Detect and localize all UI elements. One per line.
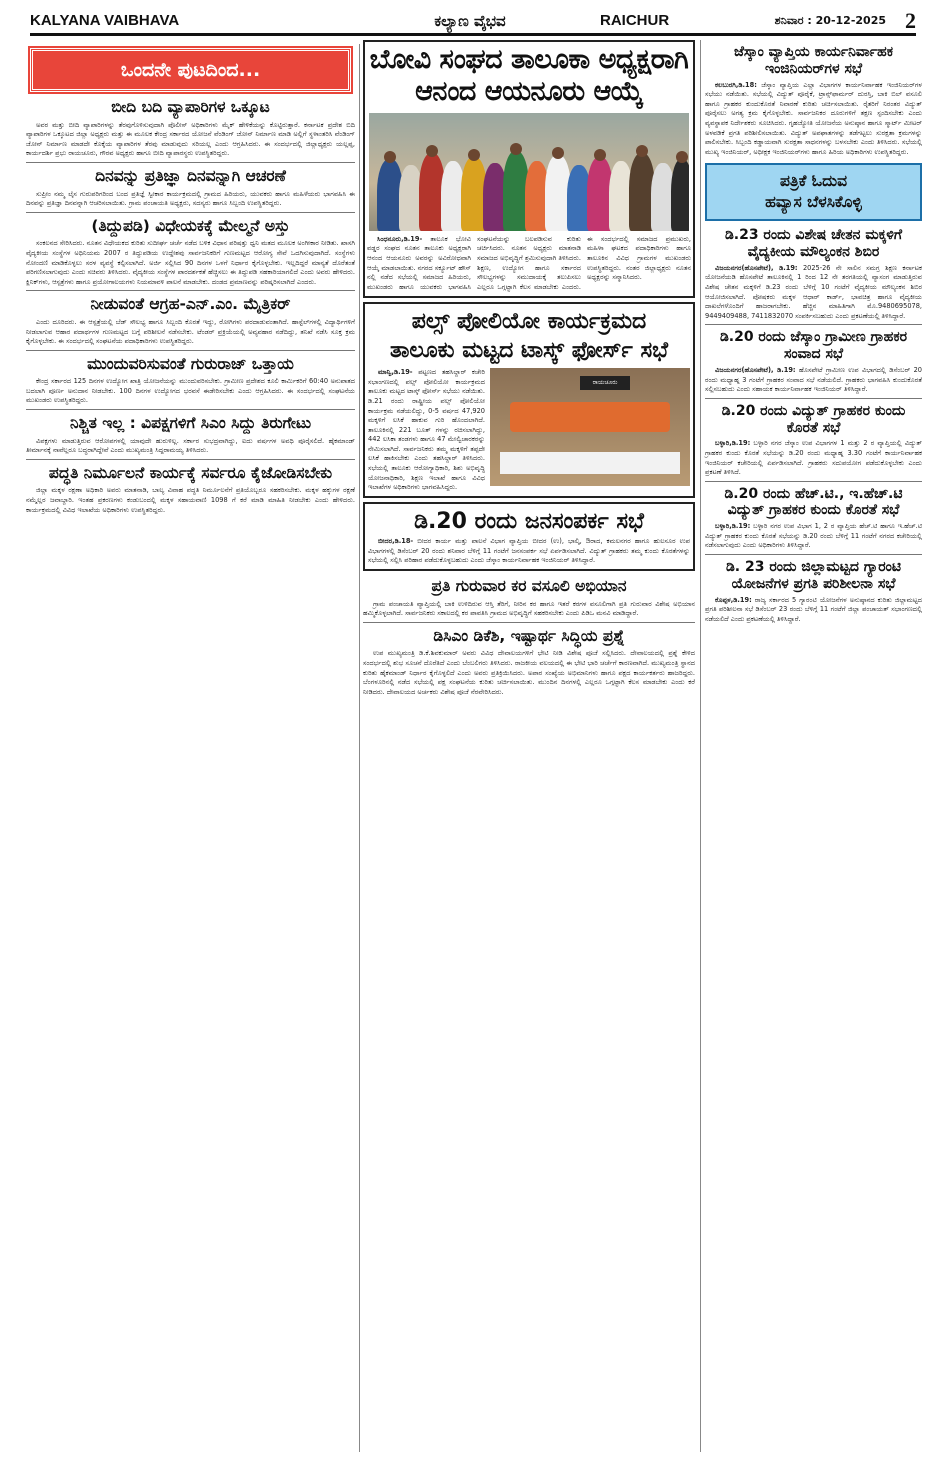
dateline: ಮಾನ್ವಿ,ಡಿ.19- [378,368,413,377]
divider [705,554,922,555]
article-body: ಸಂಕಲನದ ಸೇರಿಸಿದರು. ನೂತನ ವಿಧೇಯಕದ ಕುರಿತು ಸುದೀರ್ಘ ಚರ್ಚೆ ನಡೆದ ಬಳಿಕ ವಿಧಾನ ಪರಿಷತ್ತು ಧ್ವನಿ ಮತದ ಮೂಲಕ ಅಂಗೀಕಾರ ನೀಡಿತು. ಖಾಸಗಿ ವೈದ್ಯಕೀಯ ಸಂಸ್ಥೆಗಳ ಅಧಿನಿಯಮ 2007 ರ ತಿದ್ದುಪಡಿಯ ಉದ್ದೇಶವು ಸಾರ್ವಜನಿಕರಿಗೆ ಗುಣಮಟ್ಟದ ಆರೋಗ್ಯ ಸೇವೆ ಒದಗಿಸುವುದಾಗಿದೆ. ಸಂಸ್ಥೆಗಳು ನೋಂದಣಿ ಮಾಡಿಕೊಳ್ಳಲು ಸರಳ ವ್ಯವಸ್ಥೆ ಕಲ್ಪಿಸಲಾಗಿದೆ. ಅರ್ಜಿ ಸಲ್ಲಿಸಿದ 90 ದಿನಗಳ ಒಳಗೆ ನಿರ್ಧಾರ ಕೈಗೊಳ್ಳಬೇಕು. ಇಲ್ಲದಿದ್ದರೆ ಮಾನ್ಯತೆ ದೊರೆತಂತೆ ಪರಿಗಣಿಸಲಾಗುವುದು ಎಂದು ಸಚಿವರು ತಿಳಿಸಿದರು. ವೈದ್ಯಕೀಯ ಸಂಸ್ಥೆಗಳ ಪಾರದರ್ಶಕತೆ ಹೆಚ್ಚಿಸಲು ಈ ತಿದ್ದುಪಡಿ ಸಹಕಾರಿಯಾಗಲಿದೆ ಎಂದು ಅವರು ಹೇಳಿದರು. ಕ್ಲಿನಿಕ್‌ಗಳು, ಆಸ್ಪತ್ರೆಗಳು ಹಾಗೂ ಪ್ರಯೋಗಾಲಯಗಳು ನಿಯಮಾವಳಿ ಪಾಲನೆ ಮಾಡಬೇಕು. ದಂಡದ ಪ್ರಮಾಣವನ್ನು ಪರಿಷ್ಕರಿಸಲಾಗಿದೆ ಎಂದರು. [26,239,355,286]
divider [26,162,355,163]
divider [705,324,922,325]
tax-body: ಗ್ರಾಮ ಪಂಚಾಯತಿ ವ್ಯಾಪ್ತಿಯಲ್ಲಿ ಬಾಕಿ ಉಳಿದಿರುವ ಆಸ್ತಿ ತೆರಿಗೆ, ನೀರಿನ ಕರ ಹಾಗೂ ಇತರೆ ಕರಗಳ ವಸೂಲಿಗಾಗಿ ಪ್ರತಿ ಗುರುವಾರ ವಿಶೇಷ ಅಭಿಯಾನ ಹಮ್ಮಿಕೊಳ್ಳಲಾಗಿದೆ. ಸಾರ್ವಜನಿಕರು ಸಕಾಲದಲ್ಲಿ ಕರ ಪಾವತಿಸಿ ಗ್ರಾಮದ ಅಭಿವೃದ್ಧಿಗೆ ಸಹಕರಿಸಬೇಕು ಎಂದು ಪಿಡಿಒ ಮನವಿ ಮಾಡಿದ್ದಾರೆ. [363,599,695,618]
article-body: ವಿಜಯನಗರ(ಹೊಸಪೇಟೆ), ಡಿ.19: ಹೊಸಪೇಟೆ ಗ್ರಾಮೀಣ ಉಪ ವಿಭಾಗದಲ್ಲಿ ಡಿಸೆಂಬರ್ 20 ರಂದು ಮಧ್ಯಾಹ್ನ 3 ಗಂಟೆಗೆ ಗ್ರಾಹಕರ ಸಂವಾದ ಸಭೆ ನಡೆಯಲಿದೆ. ಗ್ರಾಹಕರು ಭಾಗವಹಿಸಿ ಕುಂದುಕೊರತೆ ಸಲ್ಲಿಸಬಹುದು ಎಂದು ಸಹಾಯಕ ಕಾರ್ಯನಿರ್ವಾಹಕ ಇಂಜಿನಿಯರ್ ತಿಳಿಸಿದ್ದಾರೆ. [705,365,922,394]
article-title: ಡಿ.23 ರಂದು ವಿಶೇಷ ಚೇತನ ಮಕ್ಕಳಿಗೆ ವೈದ್ಯಕೀಯ ಮೌಲ್ಯಂಕನ ಶಿಬಿರ [724,227,903,260]
article-body: ಸುಪ್ರೀಂ ನಮ್ಮ ಲೈಸ ಗುರುಪರಿಗರಿಂದ ಬಂದ ಪ್ರತಿಜ್ಞೆ ಸ್ವೀಕಾರ ಕಾರ್ಯಕ್ರಮದಲ್ಲಿ ಗ್ರಾಮದ ಹಿರಿಯರು, ಯುವಕರು ಹಾಗೂ ಮಹಿಳೆಯರು ಭಾಗವಹಿಸಿ ಈ ದಿನವನ್ನು ಪ್ರತಿಜ್ಞಾ ದಿನವನ್ನಾಗಿ ಆಚರಿಸಲಾಯಿತು. ಗ್ರಾಮ ಪಂಚಾಯತಿ ಅಧ್ಯಕ್ಷರು, ಸದಸ್ಯರು ಹಾಗೂ ಸಿಬ್ಬಂದಿ ಉಪಸ್ಥಿತರಿದ್ದರು. [26,189,355,208]
continued-banner: ಒಂದನೇ ಪುಟದಿಂದ... [30,48,351,92]
article-title: ಡಿ.20 ರಂದು ಜೆಸ್ಕಾಂ ಗ್ರಾಮೀಣ ಗ್ರಾಹಕರ ಸಂವಾದ ಸಭೆ [719,329,908,363]
group-photo [369,113,689,231]
dateline: ಕಲಬುರಗಿ,ಡಿ.18: [715,80,757,89]
dateline: ಬಳ್ಳಾರಿ,ಡಿ.19: [715,439,751,448]
edition-city: RAICHUR [600,12,670,29]
left-column [26,44,360,1452]
lead-article-body: ಸಿಂಧನೂರು,ಡಿ.19- ತಾಲೂಕ ಭೋವಿ ವಡ್ಡರ ಸಂಘದ ನೂತನ ತಾಲೂಕು ಅಧ್ಯಕ್ಷರಾಗಿ ಆನಂದ ಆಯನೂರು ಅವರನ್ನು ಅವಿರೋಧವಾಗಿ ಆಯ್ಕೆ ಮಾಡಲಾಯಿತು. ನಗರದ ಸರ್ಕ್ಯೂಟ್ ಹೌಸ್ ನಲ್ಲಿ ನಡೆದ ಸಭೆಯಲ್ಲಿ ಸಮಾಜದ ಹಿರಿಯರು, ಮುಖಂಡರು ಹಾಗೂ ಯುವಕರು ಭಾಗವಹಿಸಿ ಸಂಘಟನೆಯನ್ನು ಬಲಪಡಿಸುವ ಕುರಿತು ಚರ್ಚಿಸಿದರು. ನೂತನ ಅಧ್ಯಕ್ಷರು ಮಾತನಾಡಿ ಸಮಾಜದ ಅಭಿವೃದ್ಧಿಗೆ ಶ್ರಮಿಸುವುದಾಗಿ ತಿಳಿಸಿದರು. ಶಿಕ್ಷಣ, ಉದ್ಯೋಗ ಹಾಗೂ ಸರ್ಕಾರದ ಸೌಲಭ್ಯಗಳನ್ನು ಸಮುದಾಯಕ್ಕೆ ತಲುಪಿಸಲು ಎಲ್ಲರೂ ಒಗ್ಗಟ್ಟಾಗಿ ಕೆಲಸ ಮಾಡಬೇಕು ಎಂದರು. ಈ ಸಂದರ್ಭದಲ್ಲಿ ಸಮಾಜದ ಪ್ರಮುಖರು, ಮಹಿಳಾ ಘಟಕದ ಪದಾಧಿಕಾರಿಗಳು ಹಾಗೂ ತಾಲೂಕಿನ ವಿವಿಧ ಗ್ರಾಮಗಳ ಮುಖಂಡರು ಉಪಸ್ಥಿತರಿದ್ದರು. ನಂತರ ಜಿಲ್ಲಾಧ್ಯಕ್ಷರು ನೂತನ ಅಧ್ಯಕ್ಷರನ್ನು ಸನ್ಮಾನಿಸಿದರು. [367,234,691,291]
dateline: ಬಳ್ಳಾರಿ,ಡಿ.19: [715,522,751,531]
middle-column [363,40,695,1452]
polio-headline-line2: ತಾಲೂಕು ಮಟ್ಟದ ಟಾಸ್ಕ್ ಫೋರ್ಸ್ ಸಭೆ [389,337,669,363]
divider [26,290,355,291]
issue-date: ಶನಿವಾರ : 20-12-2025 [774,13,886,27]
article-title: ಡಿ.20 ರಂದು ಹೆಚ್.ಟಿ., ಇ.ಹೆಚ್.ಟಿ ವಿದ್ಯುತ್ ಗ್ರಾಹಕರ ಕುಂದು ಕೊರತೆ ಸಭೆ [724,485,903,519]
divider [26,409,355,410]
masthead [30,8,916,36]
article-title: ಡಿ. 23 ರಂದು ಜಿಲ್ಲಾಮಟ್ಟದ ಗ್ಯಾರಂಟಿ ಯೋಜನೆಗಳ ಪ್ರಗತಿ ಪರಿಶೀಲನಾ ಸಭೆ [725,559,901,592]
promo-line-1: ಪತ್ರಿಕೆ ಓದುವ [779,172,848,191]
article-body: ಕಲಬುರಗಿ,ಡಿ.18: ಜೆಸ್ಕಾಂ ವ್ಯಾಪ್ತಿಯ ಎಲ್ಲಾ ವಿಭಾಗಗಳ ಕಾರ್ಯನಿರ್ವಾಹಕ ಇಂಜಿನಿಯರ್‌ಗಳ ಸಭೆಯು ನಡೆಯಿತು. ಸಭೆಯಲ್ಲಿ ವಿದ್ಯುತ್ ಪೂರೈಕೆ, ಟ್ರಾನ್ಸ್‌ಫಾರ್ಮರ್ ದುರಸ್ತಿ, ಬಾಕಿ ಬಿಲ್ ವಸೂಲಿ ಹಾಗೂ ಗ್ರಾಹಕರ ಕುಂದುಕೊರತೆ ನಿವಾರಣೆ ಕುರಿತು ಚರ್ಚಿಸಲಾಯಿತು. ರೈತರಿಗೆ ನಿರಂತರ ವಿದ್ಯುತ್ ಪೂರೈಸಲು ಅಗತ್ಯ ಕ್ರಮ ಕೈಗೊಳ್ಳಬೇಕು. ಸಾರ್ವಜನಿಕರ ದೂರುಗಳಿಗೆ ತಕ್ಷಣ ಸ್ಪಂದಿಸಬೇಕು ಎಂದು ವ್ಯವಸ್ಥಾಪಕ ನಿರ್ದೇಶಕರು ಸೂಚಿಸಿದರು. ಗೃಹಜ್ಯೋತಿ ಯೋಜನೆಯ ಅನುಷ್ಠಾನ ಹಾಗೂ ಸ್ಮಾರ್ಟ್ ಮೀಟರ್ ಅಳವಡಿಕೆ ಪ್ರಗತಿ ಪರಿಶೀಲಿಸಲಾಯಿತು. ವಿದ್ಯುತ್ ಅಪಘಾತಗಳನ್ನು ತಡೆಗಟ್ಟಲು ಸುರಕ್ಷತಾ ಕ್ರಮಗಳನ್ನು ಪಾಲಿಸಬೇಕು. ಸಿಬ್ಬಂದಿ ಕಡ್ಡಾಯವಾಗಿ ಸುರಕ್ಷತಾ ಸಾಧನಗಳನ್ನು ಬಳಸಬೇಕು ಎಂದು ತಿಳಿಸಿದರು. ಸಭೆಯಲ್ಲಿ ಮುಖ್ಯ ಇಂಜಿನಿಯರ್, ಅಧೀಕ್ಷಕ ಇಂಜಿನಿಯರ್‌ಗಳು ಹಾಗೂ ಹಿರಿಯ ಅಧಿಕಾರಿಗಳು ಉಪಸ್ಥಿತರಿದ್ದರು. [705,80,922,156]
paper-name-kannada: ಕಲ್ಯಾಣ ವೈಭವ [434,11,506,30]
divider [26,212,355,213]
article-title: ನೀಡುವಂತೆ ಆಗ್ರಹ-ಎನ್.ಎಂ. ಮೈತ್ರಿಕರ್ [90,295,291,314]
article-title: ಡಿ.20 ರಂದು ವಿದ್ಯುತ್ ಗ್ರಾಹಕರ ಕುಂದು ಕೊರತೆ ಸಭೆ [721,402,906,436]
polio-headline-line1: ಪಲ್ಸ್ ಪೋಲಿಯೋ ಕಾರ್ಯಕ್ರಮದ [411,309,647,335]
janasampark-headline: ಡಿ.20 ರಂದು ಜನಸಂಪರ್ಕ ಸಭೆ [414,508,644,534]
dateline: ವಿಜಯನಗರ(ಹೊಸಪೇಟೆ), ಡಿ.19: [715,263,798,272]
article-body: ಕೊಪ್ಪಳ,ಡಿ.19: ರಾಜ್ಯ ಸರ್ಕಾರದ 5 ಗ್ಯಾರಂಟಿ ಯೋಜನೆಗಳ ಅನುಷ್ಠಾನದ ಕುರಿತು ಜಿಲ್ಲಾಮಟ್ಟದ ಪ್ರಗತಿ ಪರಿಶೀಲನಾ ಸಭೆ ಡಿಸೆಂಬರ್ 23 ರಂದು ಬೆಳಿಗ್ಗೆ 11 ಗಂಟೆಗೆ ಜಿಲ್ಲಾ ಪಂಚಾಯತ್ ಸಭಾಂಗಣದಲ್ಲಿ ನಡೆಯಲಿದೆ ಎಂದು ಪ್ರಕಟಣೆಯಲ್ಲಿ ತಿಳಿಸಿದ್ದಾರೆ. [705,595,922,623]
article-title: ಜೆಸ್ಕಾಂ ವ್ಯಾಪ್ತಿಯ ಕಾರ್ಯನಿರ್ವಾಹಕ ಇಂಜಿನಿಯರ್‌ಗಳ ಸಭೆ [733,44,894,77]
article-body: ವಿಪಕ್ಷಗಳು ಮಾಡುತ್ತಿರುವ ಆರೋಪಗಳಲ್ಲಿ ಯಾವುದೇ ಹುರುಳಿಲ್ಲ. ಸರ್ಕಾರ ಸುಭದ್ರವಾಗಿದ್ದು, ಐದು ವರ್ಷಗಳ ಅವಧಿ ಪೂರೈಸಲಿದೆ. ಹೈಕಮಾಂಡ್ ತೀರ್ಮಾನಕ್ಕೆ ನಾವೆಲ್ಲರೂ ಬದ್ಧರಾಗಿದ್ದೇವೆ ಎಂದು ಮುಖ್ಯಮಂತ್ರಿ ಸಿದ್ದರಾಮಯ್ಯ ತಿಳಿಸಿದರು. [26,436,355,455]
polio-story [363,302,695,498]
divider [363,622,695,623]
article-body: ಎಂದು ದೂರಿದರು. ಈ ಆಸ್ಪತ್ರೆಯಲ್ಲಿ ಬೆಡ್ ಸೌಲಭ್ಯ ಹಾಗೂ ಸಿಬ್ಬಂದಿ ಕೊರತೆ ಇದ್ದು, ರೋಗಿಗಳು ಪರದಾಡುವಂತಾಗಿದೆ. ಹಾಸ್ಟೆಲ್‌ಗಳಲ್ಲಿ ವಿದ್ಯಾರ್ಥಿಗಳಿಗೆ ನೀಡಲಾಗುವ ಆಹಾರ ಪದಾರ್ಥಗಳ ಗುಣಮಟ್ಟದ ಬಗ್ಗೆ ಪರಿಶೀಲನೆ ನಡೆಸಬೇಕು. ಟೆಂಡರ್ ಪ್ರಕ್ರಿಯೆಯಲ್ಲಿ ಅವ್ಯವಹಾರ ನಡೆದಿದ್ದು, ತನಿಖೆ ನಡೆಸಿ ಸೂಕ್ತ ಕ್ರಮ ಕೈಗೊಳ್ಳಬೇಕು. ಈ ಸಂದರ್ಭದಲ್ಲಿ ಸಂಘಟನೆಯ ಪದಾಧಿಕಾರಿಗಳು ಉಪಸ್ಥಿತರಿದ್ದರು. [26,317,355,346]
lead-story [363,40,695,298]
promo-line-2: ಹವ್ಯಾಸ ಬೆಳಸಿಕೊಳ್ಳಿ [765,193,862,212]
divider [705,398,922,399]
janasampark-story [363,502,695,571]
article-title: ಪದ್ಧತಿ ನಿರ್ಮೂಲನೆ ಕಾರ್ಯಕ್ಕೆ ಸರ್ವರೂ ಕೈಜೋಡಿಸಬೇಕು [48,463,333,482]
dcm-body: ಉಪ ಮುಖ್ಯಮಂತ್ರಿ ಡಿ.ಕೆ.ಶಿವಕುಮಾರ್ ಅವರು ವಿವಿಧ ದೇವಾಲಯಗಳಿಗೆ ಭೇಟಿ ನೀಡಿ ವಿಶೇಷ ಪೂಜೆ ಸಲ್ಲಿಸಿದರು. ದೇವಾಲಯದಲ್ಲಿ ಪ್ರಶ್ನೆ ಕೇಳಿದ ಸಂದರ್ಭದಲ್ಲಿ ಶುಭ ಸೂಚನೆ ದೊರೆತಿದೆ ಎಂದು ಬೆಂಬಲಿಗರು ತಿಳಿಸಿದರು. ರಾಜಕೀಯ ವಲಯದಲ್ಲಿ ಈ ಭೇಟಿ ಭಾರಿ ಚರ್ಚೆಗೆ ಕಾರಣವಾಗಿದೆ. ಮುಖ್ಯಮಂತ್ರಿ ಸ್ಥಾನದ ಕುರಿತು ಹೈಕಮಾಂಡ್ ನಿರ್ಧಾರ ಕೈಗೊಳ್ಳಲಿದೆ ಎಂದು ಅವರು ಪ್ರತಿಕ್ರಿಯಿಸಿದರು. ಅಪಾರ ಸಂಖ್ಯೆಯ ಅಭಿಮಾನಿಗಳು ಹಾಗೂ ಪಕ್ಷದ ಕಾರ್ಯಕರ್ತರು ಹಾಜರಿದ್ದರು. ಬೆಂಗಳೂರಿನಲ್ಲಿ ನಡೆದ ಸಭೆಯಲ್ಲಿ ಪಕ್ಷ ಸಂಘಟನೆಯ ಕುರಿತು ಚರ್ಚಿಸಲಾಯಿತು. ಮುಂದಿನ ದಿನಗಳಲ್ಲಿ ಎಲ್ಲರೂ ಒಗ್ಗಟ್ಟಾಗಿ ಕೆಲಸ ಮಾಡಬೇಕು ಎಂದು ಕರೆ ನೀಡಿದರು. ದೇವಾಲಯದ ಅರ್ಚಕರು ವಿಶೇಷ ಪೂಜೆ ನೆರವೇರಿಸಿದರು. [363,649,695,696]
dateline: ಬೀದರ,ಡಿ.18- [378,537,414,546]
page-number: 2 [905,7,916,33]
article-body: ಜಿಲ್ಲಾ ಮಕ್ಕಳ ರಕ್ಷಣಾ ಅಧಿಕಾರಿ ಅವರು ಮಾತನಾಡಿ, ಬಾಲ್ಯ ವಿವಾಹ ಪದ್ಧತಿ ನಿರ್ಮೂಲನೆಗೆ ಪ್ರತಿಯೊಬ್ಬರೂ ಸಹಕರಿಸಬೇಕು. ಮಕ್ಕಳ ಹಕ್ಕುಗಳ ರಕ್ಷಣೆ ನಮ್ಮೆಲ್ಲರ ಜವಾಬ್ದಾರಿ. ಇಂತಹ ಪ್ರಕರಣಗಳು ಕಂಡುಬಂದಲ್ಲಿ ಮಕ್ಕಳ ಸಹಾಯವಾಣಿ 1098 ಗೆ ಕರೆ ಮಾಡಿ ಮಾಹಿತಿ ನೀಡಬೇಕು ಎಂದು ಹೇಳಿದರು. ಕಾರ್ಯಕ್ರಮದಲ್ಲಿ ವಿವಿಧ ಇಲಾಖೆಯ ಅಧಿಕಾರಿಗಳು ಉಪಸ್ಥಿತರಿದ್ದರು. [26,486,355,514]
reading-habit-promo [705,163,922,221]
lead-headline-line2: ಆನಂದ ಆಯನೂರು ಆಯ್ಕೆ [415,76,643,108]
dateline: ಕೊಪ್ಪಳ,ಡಿ.19: [715,595,752,604]
article-body: ಕೇಂದ್ರ ಸರ್ಕಾರದ 125 ದಿನಗಳ ಉದ್ಯೋಗ ಖಾತ್ರಿ ಯೋಜನೆಯನ್ನು ಮುಂದುವರಿಸಬೇಕು. ಗ್ರಾಮೀಣ ಪ್ರದೇಶದ ಕೂಲಿ ಕಾರ್ಮಿಕರಿಗೆ 60:40 ಅನುಪಾತದ ಬದಲಾಗಿ ಪೂರ್ಣ ಅನುದಾನ ನೀಡಬೇಕು. 100 ದಿನಗಳ ಉದ್ಯೋಗದ ಭರವಸೆ ಈಡೇರಿಸಬೇಕು ಎಂದು ಆಗ್ರಹಿಸಿದರು. ಈ ಸಂದರ್ಭದಲ್ಲಿ ಸಂಘಟನೆಯ ಮುಖಂಡರು ಉಪಸ್ಥಿತರಿದ್ದರು. [26,377,355,405]
paper-name: KALYANA VAIBHAVA [30,12,180,29]
article-body: ಅವರ ಮತ್ತು ಬೀದಿ ವ್ಯಾಪಾರಿಗಳನ್ನು ತೆರವುಗೊಳಿಸುವುದಾಗಿ ಪೊಲೀಸ್ ಅಧಿಕಾರಿಗಳು ಮೈಕ್ ಹೇಳಿಕೆಯನ್ನು ಕೊಟ್ಟಿರುತ್ತಾರೆ. ಕರ್ನಾಟಕ ಪ್ರದೇಶ ಬಿದಿ ವ್ಯಾಪಾರಿಗಳ ಒಕ್ಕೂಟದ ಜಿಲ್ಲಾ ಅಧ್ಯಕ್ಷರು ಮತ್ತು ಈ ಮೂಲಕ ಕೇಂದ್ರ ಸರ್ಕಾರದ ಯೋಜನೆ ವೆಂಡಿಂಗ್ ಜೋನ್ ನಿರ್ಮಾಣ ಮಾಡಿ ಅಲ್ಲಿಗೆ ಸ್ಥಳಾಂತರಿಸಿ ವೆಂಡಿಂಗ್ ಜೋನ್ ನಿರ್ಮಾಣ ಮಾಡದೇ ಕೊಕ್ಕೆಯ ವ್ಯಾಪಾರಿಗಳ ತೆರವು ಮಾಡುವುದು ಸರಿಯಲ್ಲ ಎಂದು ಆಗ್ರಹಿಸಿದರು. ಈ ಸಂದರ್ಭದಲ್ಲಿ ಜಿಲ್ಲಾಧ್ಯಕ್ಷರು ಯಲ್ಲಪ್ಪ, ಕಾರ್ಯದರ್ಶಿ ಪ್ರಭು ರಾಯಚೂರು, ಗೌರವ ಅಧ್ಯಕ್ಷರು ಹಾಗೂ ಬೀದಿ ವ್ಯಾಪಾರಸ್ಥರು ಉಪಸ್ಥಿತರಿದ್ದರು. [26,120,355,158]
dateline: ಸಿಂಧನೂರು,ಡಿ.19- [377,234,423,243]
polio-article-intro: ಮಾನ್ವಿ,ಡಿ.19- ಪಟ್ಟಣದ ತಹಸಿಲ್ದಾರ್ ಕಚೇರಿ ಸಭಾಂಗಣದಲ್ಲಿ ಪಲ್ಸ್ ಪೋಲಿಯೋ ಕಾರ್ಯಕ್ರಮದ ತಾಲೂಕು ಮಟ್ಟದ ಟಾಸ್ಕ್ ಫೋರ್ಸ್ ಸಭೆಯು ನಡೆಯಿತು. ಡಿ.21 ರಂದು ರಾಷ್ಟ್ರೀಯ ಪಲ್ಸ್ ಪೋಲಿಯೋ ಕಾರ್ಯಕ್ರಮ ನಡೆಯಲಿದ್ದು, 0-5 ವರ್ಷದ 47,920 ಮಕ್ಕಳಿಗೆ ಲಸಿಕೆ ಹಾಕುವ ಗುರಿ ಹೊಂದಲಾಗಿದೆ. ತಾಲೂಕಿನಲ್ಲಿ 221 ಬೂತ್ ಗಳನ್ನು ರಚಿಸಲಾಗಿದ್ದು, 442 ಲಸಿಕಾ ತಂಡಗಳು ಹಾಗೂ 47 ಮೇಲ್ವಿಚಾರಕರನ್ನು ನೇಮಿಸಲಾಗಿದೆ. ಸಾರ್ವಜನಿಕರು ತಮ್ಮ ಮಕ್ಕಳಿಗೆ ತಪ್ಪದೇ ಲಸಿಕೆ ಹಾಕಿಸಬೇಕು ಎಂದು ತಹಸಿಲ್ದಾರ್ ತಿಳಿಸಿದರು. ಸಭೆಯಲ್ಲಿ ತಾಲೂಕು ಆರೋಗ್ಯಾಧಿಕಾರಿ, ಶಿಶು ಅಭಿವೃದ್ಧಿ ಯೋಜನಾಧಿಕಾರಿ, ಶಿಕ್ಷಣ ಇಲಾಖೆ ಹಾಗೂ ವಿವಿಧ ಇಲಾಖೆಗಳ ಅಧಿಕಾರಿಗಳು ಭಾಗವಹಿಸಿದ್ದರು. [368,368,485,492]
dateline: ವಿಜಯನಗರ(ಹೊಸಪೇಟೆ), ಡಿ.19: [715,365,796,374]
article-title: (ತಿದ್ದುಪಡಿ) ವಿಧೇಯಕಕ್ಕೆ ಮೇಲ್ಮನೆ ಅಸ್ತು [91,216,290,235]
right-column [700,40,922,1452]
tax-headline: ಪ್ರತಿ ಗುರುವಾರ ಕರ ವಸೂಲಿ ಅಭಿಯಾನ [431,577,627,596]
article-title: ದಿನವನ್ನು ಪ್ರತಿಜ್ಞಾ ದಿನವನ್ನಾಗಿ ಆಚರಣೆ [95,166,286,185]
lead-headline-line1: ಬೋವಿ ಸಂಘದ ತಾಲೂಕಾ ಅಧ್ಯಕ್ಷರಾಗಿ [369,44,689,75]
article-body: ವಿಜಯನಗರ(ಹೊಸಪೇಟೆ), ಡಿ.19: 2025-26 ನೇ ಸಾಲಿನ ಸಮಗ್ರ ಶಿಕ್ಷಣ ಕರ್ನಾಟಕ ಯೋಜನೆಯಡಿ ಹೊಸಪೇಟೆ ತಾಲೂಕಿನಲ್ಲಿ 1 ರಿಂದ 12 ನೇ ತರಗತಿಯಲ್ಲಿ ವ್ಯಾಸಂಗ ಮಾಡುತ್ತಿರುವ ವಿಶೇಷ ಚೇತನ ಮಕ್ಕಳಿಗೆ ಡಿ.23 ರಂದು ಬೆಳಿಗ್ಗೆ 10 ಗಂಟೆಗೆ ವೈದ್ಯಕೀಯ ಮೌಲ್ಯಂಕನ ಶಿಬಿರ ಆಯೋಜಿಸಲಾಗಿದೆ. ಪೋಷಕರು ಮಕ್ಕಳ ಆಧಾರ್ ಕಾರ್ಡ್, ಭಾವಚಿತ್ರ ಹಾಗೂ ವೈದ್ಯಕೀಯ ದಾಖಲೆಗಳೊಂದಿಗೆ ಹಾಜರಾಗಬೇಕು. ಹೆಚ್ಚಿನ ಮಾಹಿತಿಗಾಗಿ ಮೊ.9480695078, 9449409488, 7411832070 ಸಂಪರ್ಕಿಸಬಹುದು ಎಂದು ಪ್ರಕಟಣೆಯಲ್ಲಿ ತಿಳಿಸಿದ್ದಾರೆ. [705,263,922,320]
article-title: ನಿಶ್ಚಿತ ಇಲ್ಲ : ವಿಪಕ್ಷಗಳಿಗೆ ಸಿಎಂ ಸಿದ್ದು ತಿರುಗೇಟು [69,414,312,433]
meeting-photo-sign: ರಾಯಚೂರು [592,379,618,387]
janasampark-body: ಬೀದರ,ಡಿ.18- ಬೀದರ ಕಾರ್ಯ ಮತ್ತು ಪಾಲನೆ ವಿಭಾಗ ವ್ಯಾಪ್ತಿಯ ಬೀದರ (ಉ), ಭಾಲ್ಕಿ, ಔರಾದ, ಕಮಲನಗರ ಹಾಗೂ ಹುಲಸೂರ ಉಪ ವಿಭಾಗಗಳಲ್ಲಿ ಡಿಸೆಂಬರ್ 20 ರಂದು ಶನಿವಾರ ಬೆಳಿಗ್ಗೆ 11 ಗಂಟೆಗೆ ಜನಸಂಪರ್ಕ ಸಭೆ ಏರ್ಪಡಿಸಲಾಗಿದೆ. ವಿದ್ಯುತ್ ಗ್ರಾಹಕರು ತಮ್ಮ ಕುಂದು ಕೊರತೆಗಳನ್ನು ಸಭೆಯಲ್ಲಿ ಸಲ್ಲಿಸಿ ಪರಿಹಾರ ಪಡೆದುಕೊಳ್ಳಬಹುದು ಎಂದು ಜೆಸ್ಕಾಂ ಕಾರ್ಯನಿರ್ವಾಹಕ ಇಂಜಿನಿಯರ್ ತಿಳಿಸಿದ್ದಾರೆ. [368,537,690,565]
article-title: ಮುಂದುವರಿಸುವಂತೆ ಗುರುರಾಜ್ ಒತ್ತಾಯ [87,354,294,373]
divider [26,459,355,460]
divider [705,481,922,482]
divider [26,350,355,351]
dcm-headline: ಡಿಸಿಎಂ ಡಿಕೆಶಿ, ಇಷ್ಟಾರ್ಥ ಸಿದ್ಧಿಯ ಪ್ರಶ್ನೆ [433,626,625,645]
article-body: ಬಳ್ಳಾರಿ,ಡಿ.19: ಬಳ್ಳಾರಿ ನಗರ ಜೆಸ್ಕಾಂ ಉಪ ವಿಭಾಗಗಳ 1 ಮತ್ತು 2 ರ ವ್ಯಾಪ್ತಿಯಲ್ಲಿ ವಿದ್ಯುತ್ ಗ್ರಾಹಕರ ಕುಂದು ಕೊರತೆ ಸಭೆಯನ್ನು ಡಿ.20 ರಂದು ಮಧ್ಯಾಹ್ನ 3.30 ಗಂಟೆಗೆ ಕಾರ್ಯನಿರ್ವಾಹಕ ಇಂಜಿನಿಯರ್ ಕಚೇರಿಯಲ್ಲಿ ಏರ್ಪಡಿಸಲಾಗಿದೆ. ಗ್ರಾಹಕರು ಸದುಪಯೋಗ ಪಡೆದುಕೊಳ್ಳಬೇಕು ಎಂದು ಪ್ರಕಟಣೆ ತಿಳಿಸಿದೆ. [705,439,922,477]
meeting-photo [490,368,690,486]
article-title: ಬೀದಿ ಬದಿ ವ್ಯಾಪಾರಿಗಳ ಒಕ್ಕೂಟ [111,98,270,116]
article-body: ಬಳ್ಳಾರಿ,ಡಿ.19: ಬಳ್ಳಾರಿ ನಗರ ಉಪ ವಿಭಾಗ 1, 2 ರ ವ್ಯಾಪ್ತಿಯ ಹೆಚ್.ಟಿ ಹಾಗೂ ಇ.ಹೆಚ್.ಟಿ ವಿದ್ಯುತ್ ಗ್ರಾಹಕರ ಕುಂದು ಕೊರತೆ ಸಭೆಯನ್ನು ಡಿ.20 ರಂದು ಬೆಳಿಗ್ಗೆ 11 ಗಂಟೆಗೆ ನಗರದ ಕಚೇರಿಯಲ್ಲಿ ನಡೆಸಲಾಗುವುದು ಎಂದು ಅಧಿಕಾರಿಗಳು ತಿಳಿಸಿದ್ದಾರೆ. [705,522,922,550]
